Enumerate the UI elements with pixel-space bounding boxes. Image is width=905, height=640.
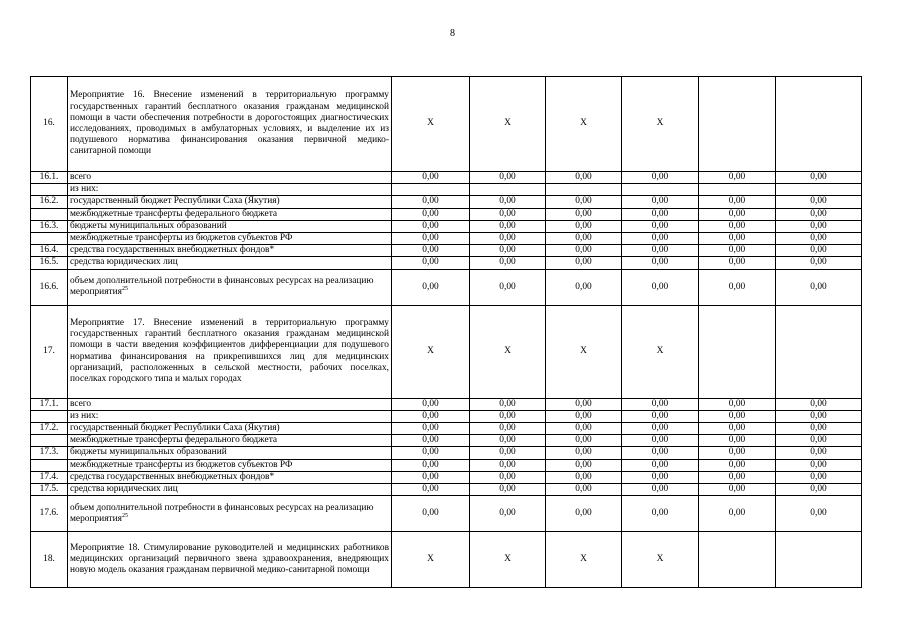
value-cell: 0,00 xyxy=(546,410,622,422)
table-row xyxy=(31,233,862,245)
value-cell: X xyxy=(392,532,470,588)
value-cell: 0,00 xyxy=(392,196,470,208)
value-cell: 0,00 xyxy=(776,410,862,422)
value-cell: 0,00 xyxy=(546,471,622,483)
table-body xyxy=(31,77,862,588)
row-description xyxy=(68,435,392,447)
value-cell: 0,00 xyxy=(392,245,470,257)
value-cell xyxy=(699,77,776,172)
row-number: 16. xyxy=(31,77,68,172)
row-number: 17.1. xyxy=(31,398,68,410)
value-cell: X xyxy=(470,532,546,588)
value-cell: 0,00 xyxy=(470,172,546,184)
value-cell: 0,00 xyxy=(699,410,776,422)
value-cell: 0,00 xyxy=(622,435,699,447)
value-cell: 0,00 xyxy=(776,269,862,305)
value-cell: X xyxy=(392,305,470,398)
value-cell: X xyxy=(622,532,699,588)
value-cell: 0,00 xyxy=(546,398,622,410)
row-number: 16.6. xyxy=(31,269,68,305)
row-number: 17.6. xyxy=(31,496,68,532)
row-description-text: бюджеты муниципальных образований xyxy=(70,447,227,458)
table-row xyxy=(31,459,862,471)
value-cell xyxy=(776,305,862,398)
value-cell: X xyxy=(546,305,622,398)
table-row xyxy=(31,410,862,422)
value-cell: 0,00 xyxy=(470,269,546,305)
row-description xyxy=(68,257,392,269)
value-cell: 0,00 xyxy=(546,447,622,459)
row-description xyxy=(68,208,392,220)
value-cell: X xyxy=(392,77,470,172)
row-description-text: средства юридических лиц xyxy=(70,484,178,495)
row-number: 17.3. xyxy=(31,447,68,459)
value-cell: 0,00 xyxy=(622,196,699,208)
value-cell: 0,00 xyxy=(699,196,776,208)
value-cell: 0,00 xyxy=(699,435,776,447)
value-cell: 0,00 xyxy=(392,220,470,232)
value-cell: 0,00 xyxy=(546,269,622,305)
value-cell: 0,00 xyxy=(546,484,622,496)
value-cell: 0,00 xyxy=(392,471,470,483)
value-cell: 0,00 xyxy=(622,245,699,257)
row-number xyxy=(31,208,68,220)
table-row xyxy=(31,471,862,483)
row-description-text: средства юридических лиц xyxy=(70,257,178,268)
row-description-text: межбюджетные трансферты из бюджетов субъектов РФ xyxy=(70,459,293,470)
value-cell: 0,00 xyxy=(470,233,546,245)
row-number xyxy=(31,435,68,447)
table-row xyxy=(31,496,862,532)
table-row xyxy=(31,245,862,257)
value-cell: 0,00 xyxy=(622,233,699,245)
value-cell: 0,00 xyxy=(392,257,470,269)
value-cell: 0,00 xyxy=(546,172,622,184)
value-cell: 0,00 xyxy=(622,459,699,471)
value-cell: 0,00 xyxy=(776,196,862,208)
value-cell: 0,00 xyxy=(622,220,699,232)
row-number: 16.3. xyxy=(31,220,68,232)
value-cell: X xyxy=(622,305,699,398)
table-row xyxy=(31,77,862,172)
footnote-reference: 25 xyxy=(121,512,128,519)
value-cell: 0,00 xyxy=(546,196,622,208)
value-cell xyxy=(470,184,546,196)
value-cell: 0,00 xyxy=(699,220,776,232)
row-number xyxy=(31,184,68,196)
row-number: 18. xyxy=(31,532,68,588)
value-cell: 0,00 xyxy=(470,471,546,483)
table-row xyxy=(31,447,862,459)
table-row xyxy=(31,269,862,305)
value-cell: 0,00 xyxy=(470,257,546,269)
row-number xyxy=(31,459,68,471)
value-cell: 0,00 xyxy=(546,220,622,232)
value-cell: 0,00 xyxy=(470,435,546,447)
value-cell: 0,00 xyxy=(392,410,470,422)
row-description xyxy=(68,410,392,422)
row-description xyxy=(68,220,392,232)
value-cell: 0,00 xyxy=(470,496,546,532)
row-description-text: Мероприятие 18. Стимулирование руководителей и медицинских работников медицинских организаций первичного звена здравоохранения, внедряющих новую модель оказания гражданам первичной медико-санитарной помощи xyxy=(70,542,389,576)
value-cell: 0,00 xyxy=(622,447,699,459)
value-cell: 0,00 xyxy=(622,208,699,220)
row-description xyxy=(68,459,392,471)
row-description xyxy=(68,269,392,305)
value-cell: 0,00 xyxy=(470,459,546,471)
value-cell: 0,00 xyxy=(622,496,699,532)
value-cell: 0,00 xyxy=(546,233,622,245)
row-number: 16.5. xyxy=(31,257,68,269)
row-description-text: Мероприятие 17. Внесение изменений в территориальную программу государственных гарантий бесплатного оказания гражданам медицинской помощи в части введения коэффициентов дифференциации для подушевого норматива финансирования на прикрепившихся лиц для медицинских организаций, расположенных в сельской местности, рабочих поселках, поселках городского типа и малых городах xyxy=(70,318,389,385)
value-cell: X xyxy=(546,77,622,172)
value-cell: 0,00 xyxy=(776,447,862,459)
table-row xyxy=(31,257,862,269)
footnote-reference: 25 xyxy=(121,286,128,293)
row-description-text: бюджеты муниципальных образований xyxy=(70,220,227,231)
value-cell: 0,00 xyxy=(392,423,470,435)
row-description-text: Мероприятие 16. Внесение изменений в территориальную программу государственных гарантий бесплатного оказания гражданам медицинской помощи в части обеспечения потребности в дорогостоящих диагностических исследованиях, проводимых в амбулаторных условиях, и выделение их из подушевого норматива финансирования оказания первичной медико-санитарной помощи xyxy=(70,90,389,157)
row-description xyxy=(68,471,392,483)
value-cell: 0,00 xyxy=(776,398,862,410)
value-cell: 0,00 xyxy=(699,459,776,471)
value-cell: 0,00 xyxy=(392,172,470,184)
value-cell: 0,00 xyxy=(699,496,776,532)
value-cell: 0,00 xyxy=(776,172,862,184)
value-cell: 0,00 xyxy=(392,496,470,532)
row-description xyxy=(68,398,392,410)
value-cell: 0,00 xyxy=(699,423,776,435)
value-cell: 0,00 xyxy=(699,208,776,220)
value-cell: 0,00 xyxy=(776,423,862,435)
value-cell: 0,00 xyxy=(776,435,862,447)
value-cell: 0,00 xyxy=(622,410,699,422)
value-cell: 0,00 xyxy=(392,269,470,305)
value-cell xyxy=(699,305,776,398)
value-cell: 0,00 xyxy=(776,233,862,245)
value-cell: 0,00 xyxy=(776,471,862,483)
row-description-text: межбюджетные трансферты из бюджетов субъектов РФ xyxy=(70,233,293,244)
value-cell: 0,00 xyxy=(622,484,699,496)
value-cell: 0,00 xyxy=(546,208,622,220)
value-cell: 0,00 xyxy=(546,423,622,435)
value-cell: X xyxy=(470,305,546,398)
value-cell: X xyxy=(546,532,622,588)
value-cell: 0,00 xyxy=(470,208,546,220)
value-cell: 0,00 xyxy=(470,447,546,459)
row-description-text: всего xyxy=(70,398,92,409)
table-row xyxy=(31,305,862,398)
row-number xyxy=(31,233,68,245)
value-cell: 0,00 xyxy=(622,398,699,410)
value-cell: 0,00 xyxy=(776,257,862,269)
row-description xyxy=(68,496,392,532)
row-description xyxy=(68,172,392,184)
value-cell: 0,00 xyxy=(470,220,546,232)
value-cell: 0,00 xyxy=(699,398,776,410)
row-description-text: из них: xyxy=(70,410,99,421)
row-number: 16.2. xyxy=(31,196,68,208)
table-row xyxy=(31,220,862,232)
value-cell xyxy=(622,184,699,196)
table-row xyxy=(31,484,862,496)
value-cell: 0,00 xyxy=(546,496,622,532)
value-cell: 0,00 xyxy=(546,435,622,447)
value-cell: 0,00 xyxy=(470,398,546,410)
value-cell: 0,00 xyxy=(776,208,862,220)
value-cell: 0,00 xyxy=(470,196,546,208)
value-cell: 0,00 xyxy=(392,484,470,496)
value-cell: 0,00 xyxy=(622,423,699,435)
value-cell: 0,00 xyxy=(699,484,776,496)
row-description xyxy=(68,245,392,257)
value-cell: 0,00 xyxy=(699,471,776,483)
row-description-text: всего xyxy=(70,172,92,182)
table-row xyxy=(31,184,862,196)
value-cell: 0,00 xyxy=(776,220,862,232)
value-cell: 0,00 xyxy=(776,245,862,257)
row-description xyxy=(68,196,392,208)
value-cell xyxy=(699,184,776,196)
value-cell: 0,00 xyxy=(776,459,862,471)
value-cell: 0,00 xyxy=(699,269,776,305)
row-description-text: государственный бюджет Республики Саха (Якутия) xyxy=(70,196,280,207)
row-description-text: средства государственных внебюджетных фондов* xyxy=(70,471,275,482)
row-number: 16.1. xyxy=(31,172,68,184)
value-cell: 0,00 xyxy=(622,172,699,184)
financing-table xyxy=(30,76,862,588)
table-row xyxy=(31,435,862,447)
row-description xyxy=(68,184,392,196)
table-row xyxy=(31,208,862,220)
row-number: 17.2. xyxy=(31,423,68,435)
row-description xyxy=(68,484,392,496)
table-row xyxy=(31,423,862,435)
row-number: 17.5. xyxy=(31,484,68,496)
table-row xyxy=(31,196,862,208)
row-number: 17.4. xyxy=(31,471,68,483)
row-description-text: межбюджетные трансферты федерального бюджета xyxy=(70,435,278,446)
row-description-text: средства государственных внебюджетных фондов* xyxy=(70,245,275,256)
value-cell: 0,00 xyxy=(699,172,776,184)
value-cell: 0,00 xyxy=(776,484,862,496)
value-cell: 0,00 xyxy=(622,471,699,483)
value-cell: 0,00 xyxy=(392,398,470,410)
table-row xyxy=(31,532,862,588)
row-description-text: объем дополнительной потребности в финансовых ресурсах на реализацию мероприятия xyxy=(70,502,374,524)
value-cell: 0,00 xyxy=(392,233,470,245)
value-cell: 0,00 xyxy=(699,257,776,269)
value-cell: 0,00 xyxy=(470,423,546,435)
row-description xyxy=(68,532,392,588)
row-description xyxy=(68,305,392,398)
table-row xyxy=(31,172,862,184)
value-cell: 0,00 xyxy=(392,459,470,471)
value-cell: 0,00 xyxy=(622,269,699,305)
value-cell: 0,00 xyxy=(776,496,862,532)
value-cell xyxy=(546,184,622,196)
value-cell: 0,00 xyxy=(470,410,546,422)
value-cell: 0,00 xyxy=(546,245,622,257)
row-description xyxy=(68,233,392,245)
value-cell: 0,00 xyxy=(546,459,622,471)
value-cell: X xyxy=(622,77,699,172)
value-cell: 0,00 xyxy=(392,447,470,459)
row-description xyxy=(68,447,392,459)
value-cell xyxy=(776,532,862,588)
value-cell: X xyxy=(470,77,546,172)
value-cell xyxy=(392,184,470,196)
value-cell: 0,00 xyxy=(392,208,470,220)
value-cell: 0,00 xyxy=(470,245,546,257)
row-number: 16.4. xyxy=(31,245,68,257)
row-description-text: государственный бюджет Республики Саха (Якутия) xyxy=(70,423,280,434)
value-cell: 0,00 xyxy=(699,245,776,257)
value-cell: 0,00 xyxy=(699,447,776,459)
value-cell xyxy=(776,77,862,172)
value-cell: 0,00 xyxy=(470,484,546,496)
row-description-text: из них: xyxy=(70,184,99,195)
row-number: 17. xyxy=(31,305,68,398)
value-cell: 0,00 xyxy=(546,257,622,269)
table-row xyxy=(31,398,862,410)
row-description-text: межбюджетные трансферты федерального бюджета xyxy=(70,208,278,219)
value-cell: 0,00 xyxy=(699,233,776,245)
row-description xyxy=(68,423,392,435)
value-cell: 0,00 xyxy=(392,435,470,447)
row-description-text: объем дополнительной потребности в финансовых ресурсах на реализацию мероприятия xyxy=(70,275,374,298)
row-number xyxy=(31,410,68,422)
value-cell xyxy=(699,532,776,588)
page-number: 8 xyxy=(450,28,455,39)
value-cell xyxy=(776,184,862,196)
row-description xyxy=(68,77,392,172)
value-cell: 0,00 xyxy=(622,257,699,269)
